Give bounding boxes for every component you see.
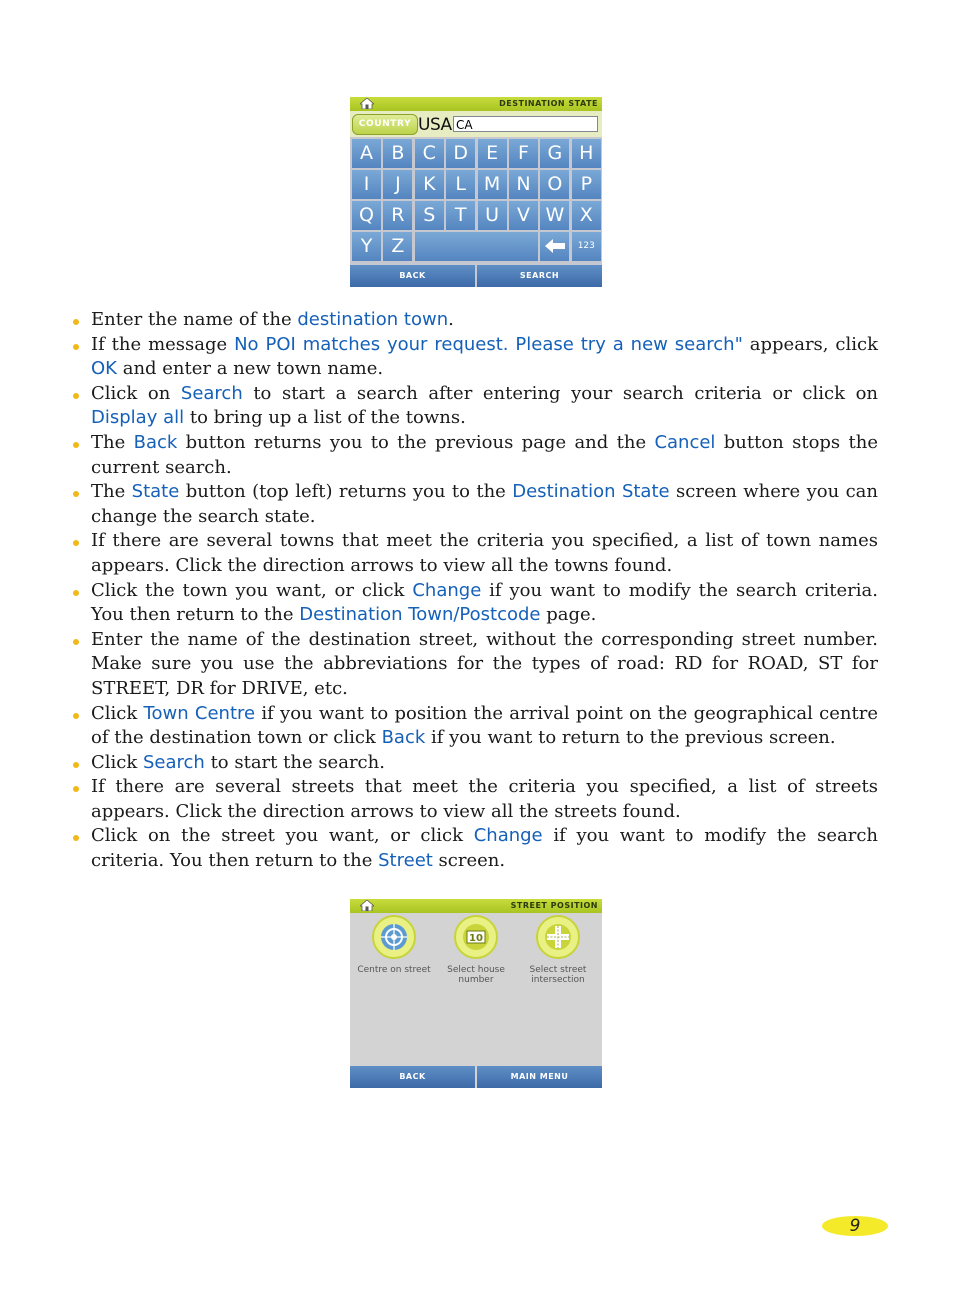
- ui-term: Search: [180, 382, 243, 404]
- ui-term: Back: [133, 431, 178, 453]
- key-s[interactable]: S: [415, 201, 444, 230]
- body-text: Enter the name of the: [91, 309, 298, 330]
- body-text: to start the search.: [204, 751, 385, 773]
- space-key[interactable]: [415, 232, 538, 261]
- list-item: [70, 382, 878, 431]
- bullet-dot: [73, 713, 79, 719]
- ui-term: destination town: [297, 309, 449, 330]
- key-a[interactable]: A: [352, 139, 381, 168]
- intersection-icon: [544, 923, 572, 951]
- bullet-dot: [73, 786, 79, 792]
- screen-title: DESTINATION STATE: [499, 99, 598, 108]
- bottom-bar: [350, 1066, 602, 1088]
- body-text: screen where you can change the search state.: [91, 481, 878, 527]
- list-item: [70, 529, 878, 578]
- target-icon: [380, 923, 408, 951]
- body-text: if you want to return to the previous screen.: [425, 727, 836, 749]
- body-text: Click on the street you want, or click: [91, 825, 474, 847]
- key-e[interactable]: E: [478, 139, 507, 168]
- street-position-screenshot: [350, 899, 602, 1088]
- select-street-intersection-option[interactable]: [518, 915, 598, 985]
- list-item: [70, 702, 878, 751]
- left-arrow-icon: [545, 239, 565, 253]
- header-bar: [350, 899, 602, 913]
- key-l[interactable]: L: [446, 170, 475, 199]
- body-text: screen.: [432, 850, 506, 872]
- country-button[interactable]: COUNTRY: [352, 114, 418, 135]
- body-text: to bring up a list of the towns.: [184, 407, 466, 429]
- key-t[interactable]: T: [446, 201, 475, 230]
- ui-term: Search: [143, 751, 205, 773]
- list-item: [70, 333, 878, 382]
- body-text: appears, click: [742, 333, 878, 355]
- home-icon[interactable]: [360, 98, 374, 109]
- backspace-key[interactable]: [540, 232, 569, 261]
- body-text: page.: [540, 604, 597, 626]
- search-button[interactable]: SEARCH: [477, 265, 602, 287]
- body-text: Click: [91, 702, 144, 724]
- ui-term: Street: [378, 850, 433, 872]
- bottom-bar: [350, 265, 602, 287]
- list-item: [70, 751, 878, 776]
- body-text: button stops the current search.: [91, 431, 878, 478]
- list-item: [70, 480, 878, 529]
- select-house-number-option[interactable]: [436, 915, 516, 985]
- key-z[interactable]: Z: [383, 232, 412, 261]
- ui-term: No POI matches your request. Please try a new search": [234, 333, 743, 355]
- list-item: [70, 579, 878, 628]
- option-ring: [536, 915, 580, 959]
- ui-term: Cancel: [654, 431, 716, 453]
- bullet-dot: [73, 762, 79, 768]
- option-label: Centre on street: [357, 965, 431, 975]
- bullet-dot: [73, 442, 79, 448]
- body-text: The: [91, 481, 132, 503]
- header-bar: [350, 97, 602, 111]
- key-m[interactable]: M: [478, 170, 507, 199]
- key-w[interactable]: W: [540, 201, 569, 230]
- ui-term: Destination Town/Postcode: [299, 604, 541, 626]
- body-text: and enter a new town name.: [116, 358, 384, 380]
- bullet-dot: [73, 344, 79, 350]
- body-text: .: [448, 309, 454, 330]
- key-b[interactable]: B: [383, 139, 412, 168]
- ui-term: Town Centre: [143, 702, 256, 724]
- back-button[interactable]: BACK: [350, 265, 475, 287]
- key-j[interactable]: J: [383, 170, 412, 199]
- key-g[interactable]: G: [540, 139, 569, 168]
- ui-term: Back: [381, 727, 426, 749]
- key-r[interactable]: R: [383, 201, 412, 230]
- numeric-key[interactable]: 123: [572, 232, 601, 261]
- key-h[interactable]: H: [572, 139, 601, 168]
- ui-term: Change: [412, 579, 482, 601]
- destination-state-screenshot: [350, 97, 602, 287]
- key-p[interactable]: P: [572, 170, 601, 199]
- page-number: 9: [822, 1216, 888, 1236]
- main-menu-button[interactable]: MAIN MENU: [477, 1066, 602, 1088]
- ui-term: State: [131, 481, 180, 503]
- key-c[interactable]: C: [415, 139, 444, 168]
- bullet-dot: [73, 393, 79, 399]
- bullet-dot: [73, 639, 79, 645]
- bullet-dot: [73, 590, 79, 596]
- option-label: Select street intersection: [529, 965, 587, 985]
- instructions: [70, 308, 878, 874]
- house-number-icon: [462, 923, 490, 951]
- bullet-dot: [73, 835, 79, 841]
- key-d[interactable]: D: [446, 139, 475, 168]
- screen-title: STREET POSITION: [510, 901, 598, 910]
- ui-term: Display all: [91, 407, 185, 429]
- instruction-list: [70, 308, 878, 874]
- list-item: [70, 431, 878, 480]
- key-v[interactable]: V: [509, 201, 538, 230]
- body-text: button returns you to the previous page and the: [177, 431, 655, 453]
- state-input[interactable]: CA: [453, 116, 598, 132]
- option-ring: [454, 915, 498, 959]
- key-o[interactable]: O: [540, 170, 569, 199]
- option-label: Select house number: [447, 965, 505, 985]
- body-text: If there are several towns that meet the criteria you specified, a list of town names appears. Click the direction arrows to view all the towns found.: [91, 530, 878, 576]
- key-k[interactable]: K: [415, 170, 444, 199]
- body-text: if you want to position the arrival point on the geographical centre of the destination town or click: [91, 702, 878, 749]
- key-n[interactable]: N: [509, 170, 538, 199]
- body-text: if you want to modify the search criteria. You then return to the: [91, 579, 878, 626]
- key-q[interactable]: Q: [352, 201, 381, 230]
- body-text: Enter the name of the destination street, without the corresponding street number. Make sure you use the abbreviations for the types of road: RD for ROAD, ST for STREET, DR for DRIVE, etc.: [91, 628, 878, 699]
- body-text: Click on: [91, 382, 181, 404]
- body-text: If there are several streets that meet the criteria you specified, a list of streets appears. Click the direction arrows to view all the streets found.: [91, 776, 878, 822]
- list-item: [70, 775, 878, 824]
- list-item: [70, 824, 878, 873]
- key-i[interactable]: I: [352, 170, 381, 199]
- svg-text:10: 10: [469, 933, 483, 944]
- body-text: button (top left) returns you to the: [179, 481, 513, 503]
- ui-term: OK: [91, 358, 117, 380]
- body-text: Click the town you want, or click: [91, 579, 413, 601]
- body-text: If the message: [91, 333, 235, 355]
- key-y[interactable]: Y: [352, 232, 381, 261]
- ui-term: Destination State: [512, 481, 670, 503]
- body-text: Click: [91, 751, 143, 773]
- list-item: [70, 308, 878, 333]
- body-text: if you want to modify the search criteria. You then return to the: [91, 825, 878, 872]
- back-button[interactable]: BACK: [350, 1066, 475, 1088]
- ui-term: Change: [473, 825, 543, 847]
- option-ring: [372, 915, 416, 959]
- country-row: [350, 111, 602, 137]
- key-f[interactable]: F: [509, 139, 538, 168]
- bullet-dot: [73, 491, 79, 497]
- body-text: to start a search after entering your search criteria or click on: [242, 382, 878, 404]
- home-icon[interactable]: [360, 900, 374, 911]
- bullet-dot: [73, 319, 79, 325]
- bullet-dot: [73, 540, 79, 546]
- body-text: The: [91, 431, 134, 453]
- list-item: [70, 628, 878, 702]
- key-x[interactable]: X: [572, 201, 601, 230]
- country-value: USA: [418, 115, 452, 135]
- key-u[interactable]: U: [478, 201, 507, 230]
- centre-on-street-option[interactable]: [354, 915, 434, 975]
